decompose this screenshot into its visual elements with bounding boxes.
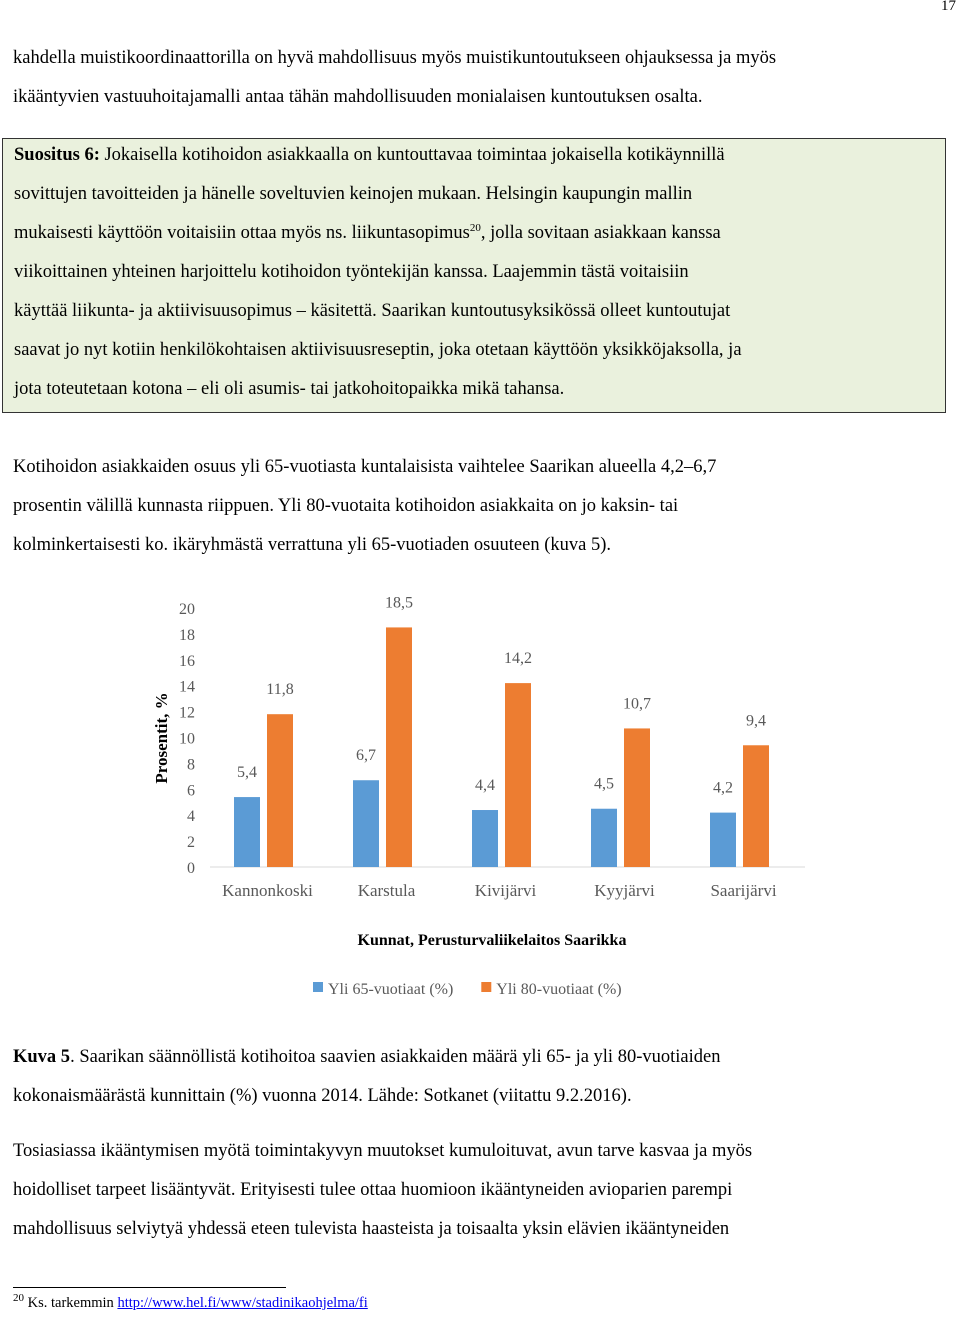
y-tick-label: 18 bbox=[179, 626, 195, 644]
legend-swatch bbox=[481, 982, 491, 992]
y-tick-label: 20 bbox=[179, 601, 195, 618]
bar bbox=[624, 728, 650, 867]
figure-caption bbox=[13, 1038, 953, 1116]
data-label: 11,8 bbox=[266, 681, 294, 699]
x-tick-label: Kivijärvi bbox=[474, 881, 537, 900]
text-line: mahdollisuus selviytyä yhdessä eteen tulevista haasteista ja toisaalta yksin elävien ikääntyneiden bbox=[13, 1219, 730, 1239]
intro-paragraph bbox=[13, 39, 953, 117]
recommendation-label: Suositus 6: bbox=[14, 145, 100, 165]
x-tick-label: Kannonkoski bbox=[222, 881, 313, 900]
text-line: . Saarikan säännöllistä kotihoitoa saavien asiakkaiden määrä yli 65- ja yli 80-vuotiaiden bbox=[70, 1047, 721, 1067]
data-label: 9,4 bbox=[746, 712, 766, 730]
legend-label: Yli 80-vuotiaat (%) bbox=[496, 981, 622, 998]
y-tick-label: 6 bbox=[187, 782, 195, 800]
data-label: 4,5 bbox=[594, 775, 614, 793]
text-line: ikääntyvien vastuuhoitajamalli antaa tähän mahdollisuuden monialaisen kuntoutuksen osalta. bbox=[13, 87, 703, 107]
data-label: 14,2 bbox=[504, 650, 532, 668]
y-tick-label: 16 bbox=[179, 652, 195, 670]
bar bbox=[386, 627, 412, 867]
y-tick-label: 0 bbox=[187, 860, 195, 877]
text-line: Kotihoidon asiakkaiden osuus yli 65-vuotiasta kuntalaisista vaihtelee Saarikan alueella 4,2–6,7 bbox=[13, 457, 717, 477]
data-label: 10,7 bbox=[623, 695, 651, 713]
text-line: kokonaismäärästä kunnittain (%) vuonna 2014. Lähde: Sotkanet (viitattu 9.2.2016). bbox=[13, 1086, 632, 1106]
data-label: 4,2 bbox=[713, 779, 733, 797]
data-label: 6,7 bbox=[356, 747, 376, 765]
text-line: Tosiasiassa ikääntymisen myötä toimintakyvyn muutokset kumuloituvat, avun tarve kasvaa ja myös bbox=[13, 1141, 753, 1161]
bar bbox=[472, 810, 498, 867]
footnote bbox=[13, 1292, 368, 1312]
text-line: jota toteutetaan kotona – eli oli asumis- tai jatkohoitopaikka mikä tahansa. bbox=[14, 379, 565, 399]
data-label: 4,4 bbox=[475, 777, 495, 795]
text-line: kolminkertaisesti ko. ikäryhmästä verrattuna yli 65-vuotiaden osuuteen (kuva 5). bbox=[13, 535, 612, 555]
y-tick-label: 12 bbox=[179, 704, 195, 722]
x-tick-label: Kyyjärvi bbox=[594, 881, 655, 900]
body-paragraph bbox=[13, 448, 953, 565]
x-axis-label: Kunnat, Perusturvaliikelaitos Saarikka bbox=[357, 932, 627, 949]
data-label: 18,5 bbox=[385, 594, 413, 612]
footnote-text: Ks. tarkemmin bbox=[24, 1295, 118, 1311]
bar bbox=[591, 809, 617, 867]
text-line: prosentin välillä kunnasta riippuen. Yli 80-vuotaita kotihoidon asiakkaita on jo kaksin- tai bbox=[13, 496, 679, 516]
bar bbox=[743, 745, 769, 867]
text-line: saavat jo nyt kotiin henkilökohtaisen aktiivisuusreseptin, joka otetaan käyttöön yksikköjaksolla, ja bbox=[14, 340, 742, 360]
y-tick-label: 10 bbox=[179, 730, 195, 748]
x-tick-label: Saarijärvi bbox=[710, 881, 777, 900]
bar bbox=[710, 813, 736, 867]
bar bbox=[234, 797, 260, 867]
footnote-link[interactable]: http://www.hel.fi/www/stadinikaohjelma/fi bbox=[117, 1295, 368, 1311]
footnote-separator bbox=[13, 1287, 286, 1288]
text-line: hoidolliset tarpeet lisääntyvät. Erityisesti tulee ottaa huomioon ikääntyneiden avioparien parempi bbox=[13, 1180, 733, 1200]
bar bbox=[505, 683, 531, 867]
text-line: sovittujen tavoitteiden ja hänelle soveltuvien keinojen mukaan. Helsingin kaupungin mallin bbox=[14, 184, 693, 204]
page-number: 17 bbox=[941, 0, 956, 14]
text-line: Jokaisella kotihoidon asiakkaalla on kuntouttavaa toimintaa jokaisella kotikäynnillä bbox=[99, 145, 725, 165]
footnote-ref[interactable]: 20 bbox=[469, 221, 481, 234]
recommendation-box bbox=[2, 138, 946, 413]
x-tick-label: Karstula bbox=[357, 881, 416, 900]
text-line: käyttää liikunta- ja aktiivisuusopimus – käsitettä. Saarikan kuntoutusyksikössä olleet kuntoutujat bbox=[14, 301, 731, 321]
y-tick-label: 8 bbox=[187, 756, 195, 774]
y-axis-label: Prosentit, % bbox=[152, 692, 171, 784]
text-line: kahdella muistikoordinaattorilla on hyvä mahdollisuus myös muistikuntoutukseen ohjauksessa ja myös bbox=[13, 48, 777, 68]
text-line: viikoittainen yhteinen harjoittelu kotihoidon työntekijän kanssa. Laajemmin tästä voitaisiin bbox=[14, 262, 689, 282]
text-line: , jolla sovitaan asiakkaan kanssa bbox=[480, 223, 721, 243]
footnote-number: 20 bbox=[13, 1292, 24, 1305]
bar bbox=[267, 714, 293, 867]
caption-label: Kuva 5 bbox=[13, 1047, 71, 1067]
y-tick-label: 14 bbox=[179, 678, 195, 696]
bar-chart bbox=[140, 588, 820, 1008]
recommendation-text bbox=[14, 136, 934, 409]
y-tick-label: 4 bbox=[187, 808, 195, 826]
text-line: mukaisesti käyttöön voitaisiin ottaa myös ns. liikuntasopimus bbox=[14, 223, 470, 243]
y-tick-label: 2 bbox=[187, 834, 195, 852]
data-label: 5,4 bbox=[237, 764, 257, 782]
bar bbox=[353, 780, 379, 867]
legend-swatch bbox=[313, 982, 323, 992]
legend-label: Yli 65-vuotiaat (%) bbox=[328, 981, 454, 998]
body-paragraph bbox=[13, 1132, 953, 1249]
